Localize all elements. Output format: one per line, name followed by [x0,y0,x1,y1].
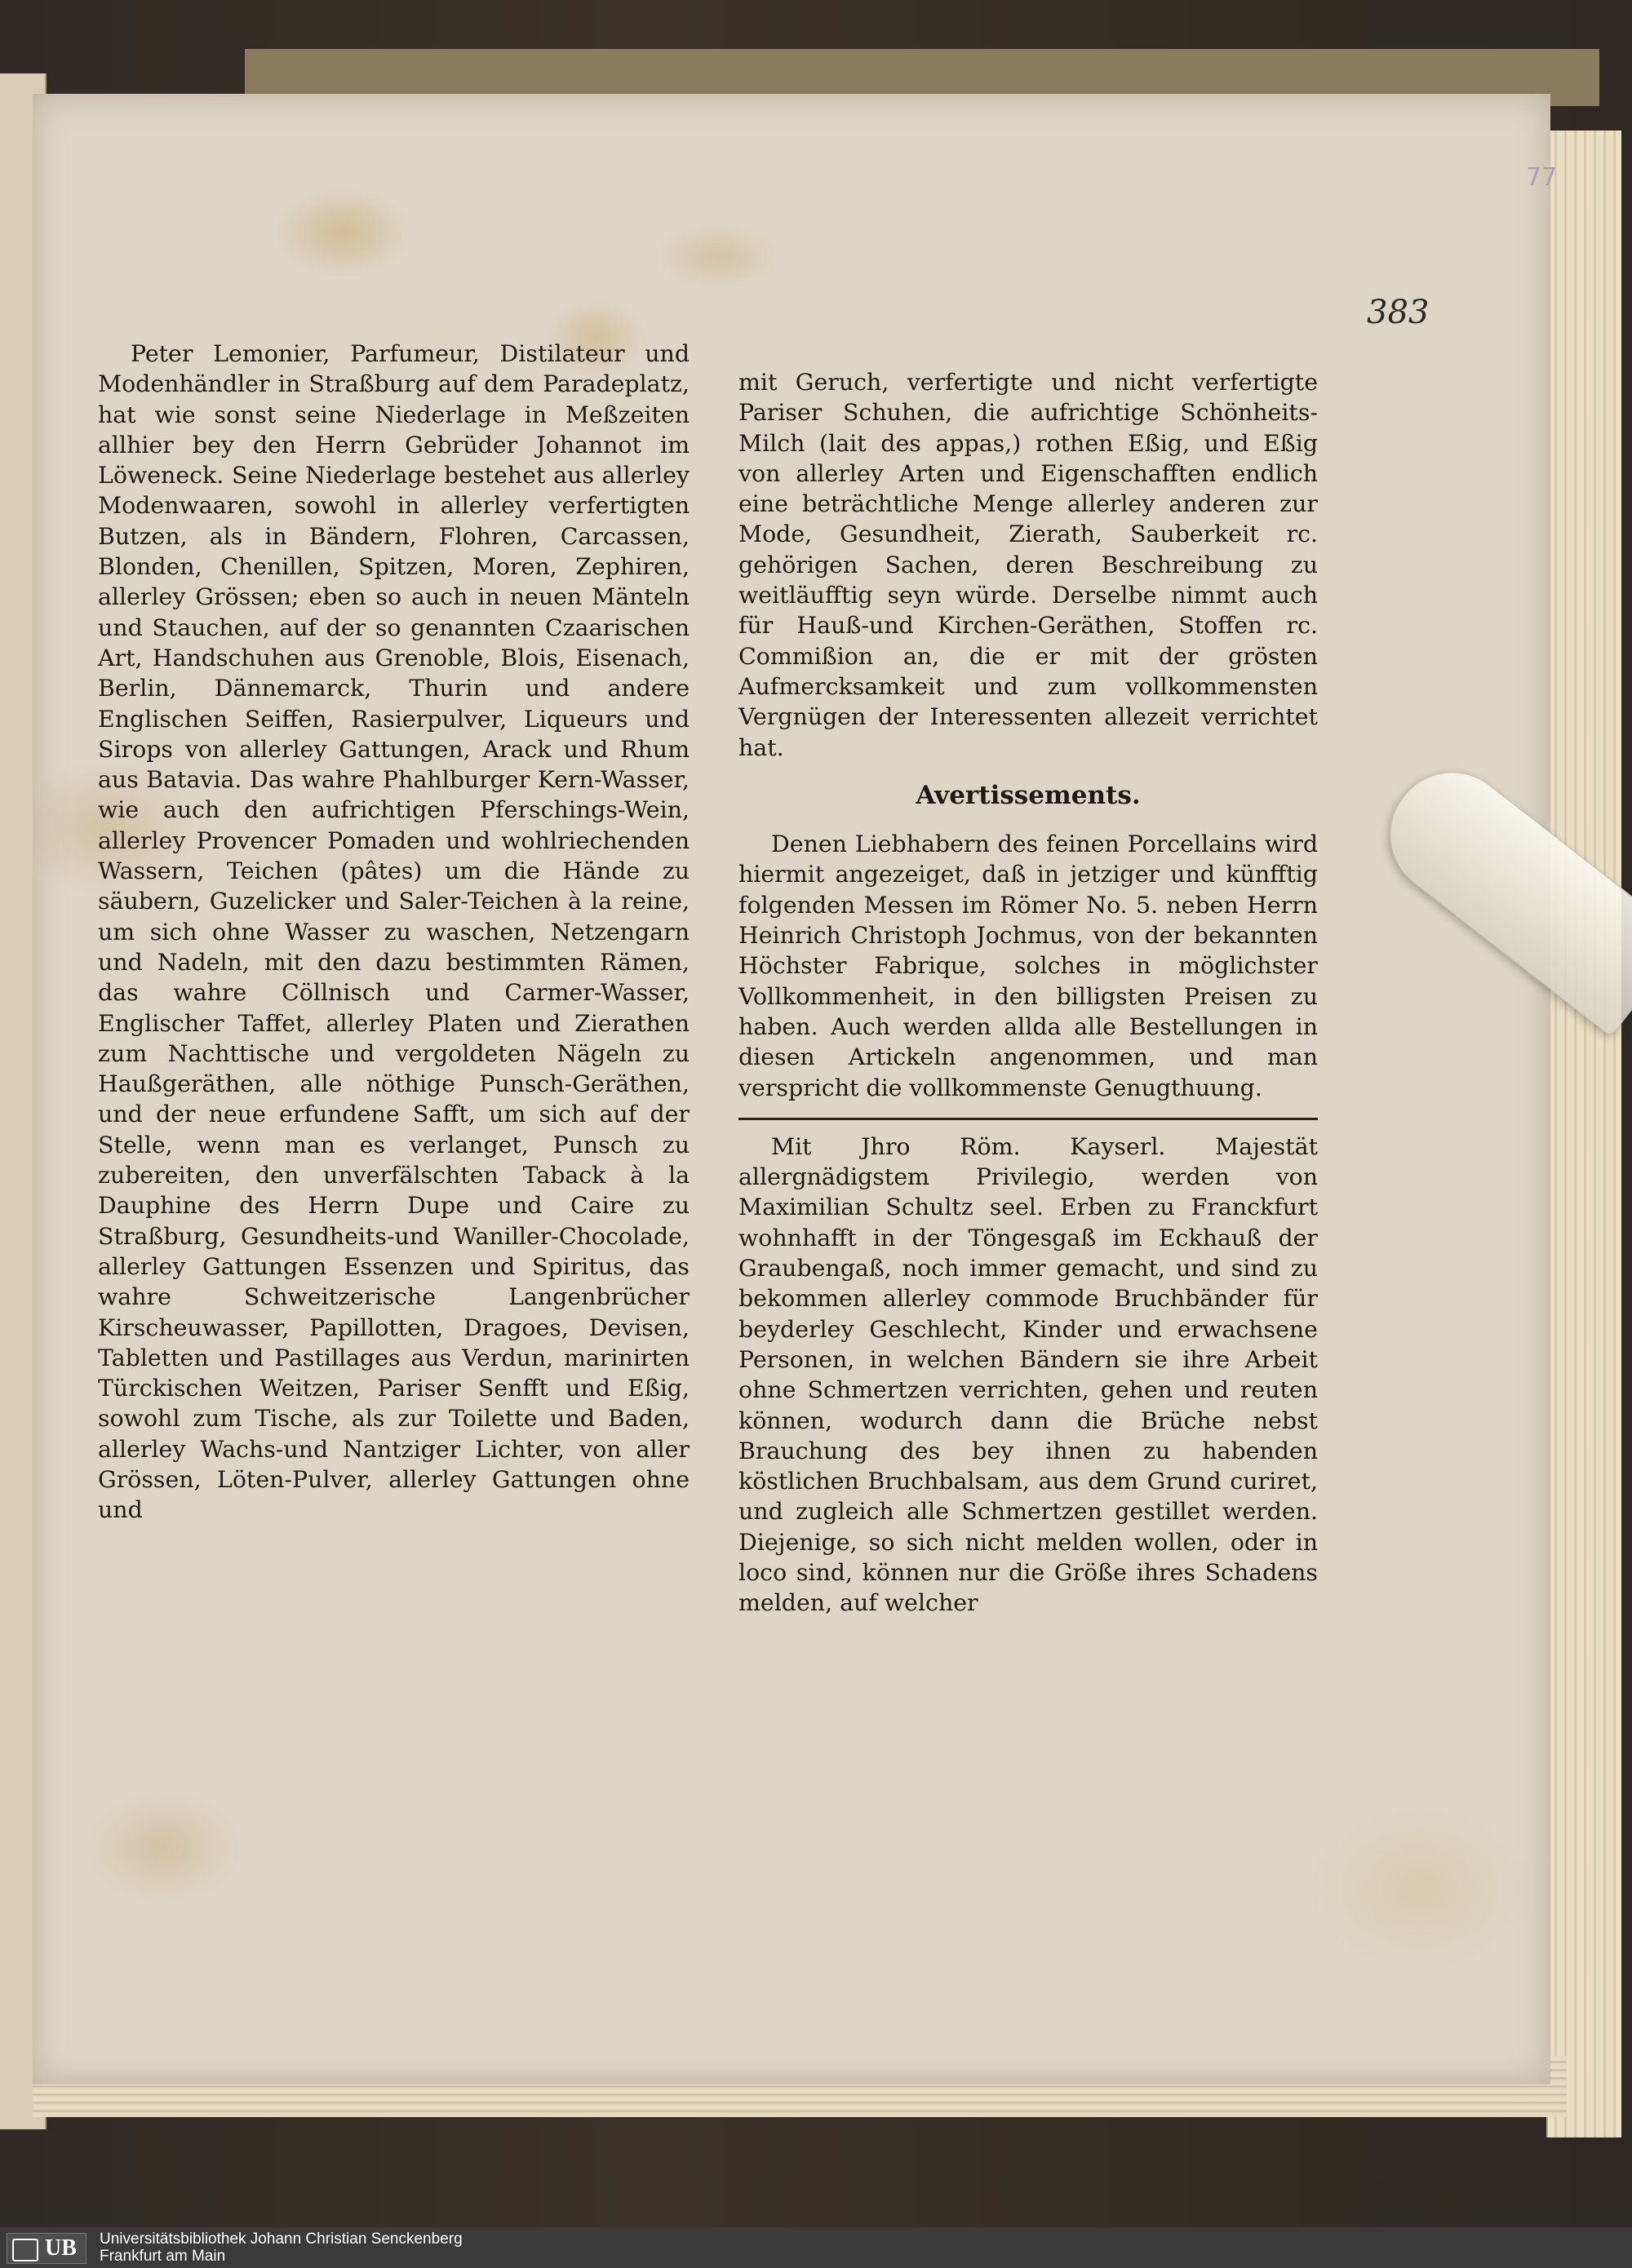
section-divider [738,1118,1318,1120]
avertissements-heading: Avertissements. [916,780,1141,810]
porcellain-advertisement: Denen Liebhabern des feinen Porcellains wird hiermit angezeiget, daß in jetziger und künfftig folgenden Messen im Römer No. 5. neben Herrn Heinrich Christoph Jochmus, von der bekannten Höchster Fabrique, solches in möglichster Vollkommenheit, in den billigsten Preisen zu haben. Auch werden allda alle Bestellungen in diesen Artickeln angenommen, und man verspricht die vollkommenste Genugthuung. [738,831,1318,1101]
page-edges-right [1546,131,1621,2137]
lemonier-continuation: mit Geruch, verfertigte und nicht verfertigte Pariser Schuhen, die aufrichtige Schönheits-Milch (lait des appas,) rothen Eßig, und Eßig von allerley Arten und Eigenschafften endlich eine beträchtliche Menge allerley anderen zur Mode, Gesundheit, Zierath, Sauberkeit rc. gehörigen Sachen, deren Beschreibung zu weitläufftig seyn würde. Derselbe nimmt auch für Hauß-und Kirchen-Geräthen, Stoffen rc. Commißion an, die er mit der grösten Aufmercksamkeit und zum vollkommensten Vergnügen der Interessenten allezeit verrichtet hat. [738,369,1318,761]
ub-logo-icon [12,2239,38,2261]
ub-logo[interactable] [7,2233,86,2264]
pencil-annotation: 77 [1526,163,1558,192]
library-name: Universitätsbibliothek Johann Christian Senckenberg [100,2230,463,2248]
page-number: 383 [1367,294,1430,331]
lemonier-advertisement: Peter Lemonier, Parfumeur, Distilateur und Modenhändler in Straßburg auf dem Paradeplatz, hat wie sonst seine Niederlage in Meßzeiten allhier bey den Herrn Gebrüder Johannot im Löweneck. Seine Niederlage bestehet aus allerley Modenwaaren, sowohl in allerley verfertigten Butzen, als in Bändern, Flohren, Carcassen, Blonden, Chenillen, Spitzen, Moren, Zephiren, allerley Grössen; eben so auch in neuen Mänteln und Stauchen, auf der so genannten Czaarischen Art, Handschuhen aus Grenoble, Blois, Eisenach, Berlin, Dännemarck, Thurin und andere Englischen Seiffen, Rasierpulver, Liqueurs und Sirops von allerley Gattungen, Arack und Rhum aus Batavia. Das wahre Phahlburger Kern-Wasser, wie auch den aufrichtigen Pferschings-Wein, allerley Provencer Pomaden und wohlriechenden Wassern, Teichen (pâtes) um die Hände zu säubern, Guzelicker und Saler-Teichen à la reine, um sich ohne Wasser zu waschen, Netzengarn und Nadeln, mit den dazu bestimmten Rämen, das wahre Cöllnisch und Carmer-Wasser, Englischer Taffet, allerley Platen und Zierathen zum Nachttische und vergoldeten Nägeln zu Haußgeräthen, alle nöthige Punsch-Geräthen, und der neue erfundene Safft, um sich auf der Stelle, wenn man es verlanget, Punsch zu zubereiten, den unverfälschten Taback à la Dauphine des Herrn Dupe und Caire zu Straßburg, Gesundheits-und Waniller-Chocolade, allerley Gattungen Essenzen und Spiritus, das wahre Schweitzerische Langenbrücher Kirscheuwasser, Papillotten, Dragoes, Devisen, Tabletten und Pastillages aus Verdun, marinirten Türckischen Weitzen, Pariser Senfft und Eßig, sowohl zum Tische, als zur Toilette und Baden, allerley Wachs-und Nantziger Lichter, von aller Grössen, Löten-Pulver, allerley Gattungen ohne und [98,340,690,1524]
library-footer [0,2227,1632,2268]
ub-logo-text: UB [45,2235,77,2261]
library-location: Frankfurt am Main [100,2248,226,2265]
left-column [98,339,690,1526]
bruchband-advertisement: Mit Jhro Röm. Kayserl. Majestät allergnädigstem Privilegio, werden von Maximilian Schultz seel. Erben zu Franckfurt wohnhafft in der Töngesgaß im Eckhauß der Graubengaß, noch immer gemacht, und sind zu bekommen allerley commode Bruchbänder für beyderley Geschlecht, Kinder und erwachsene Personen, in welchen Bändern sie ihre Arbeit ohne Schmertzen verrichten, gehen und reuten können, wodurch dann die Brüche nebst Brauchung des bey ihnen zu habenden köstlichen Bruchbalsam, aus dem Grund curiret, und zugleich alle Schmertzen gestillet werden. Diejenige, so sich nicht melden wollen, oder in loco sind, können nur die Größe ihres Schadens melden, auf welcher [738,1132,1318,1617]
right-column [738,367,1318,1619]
